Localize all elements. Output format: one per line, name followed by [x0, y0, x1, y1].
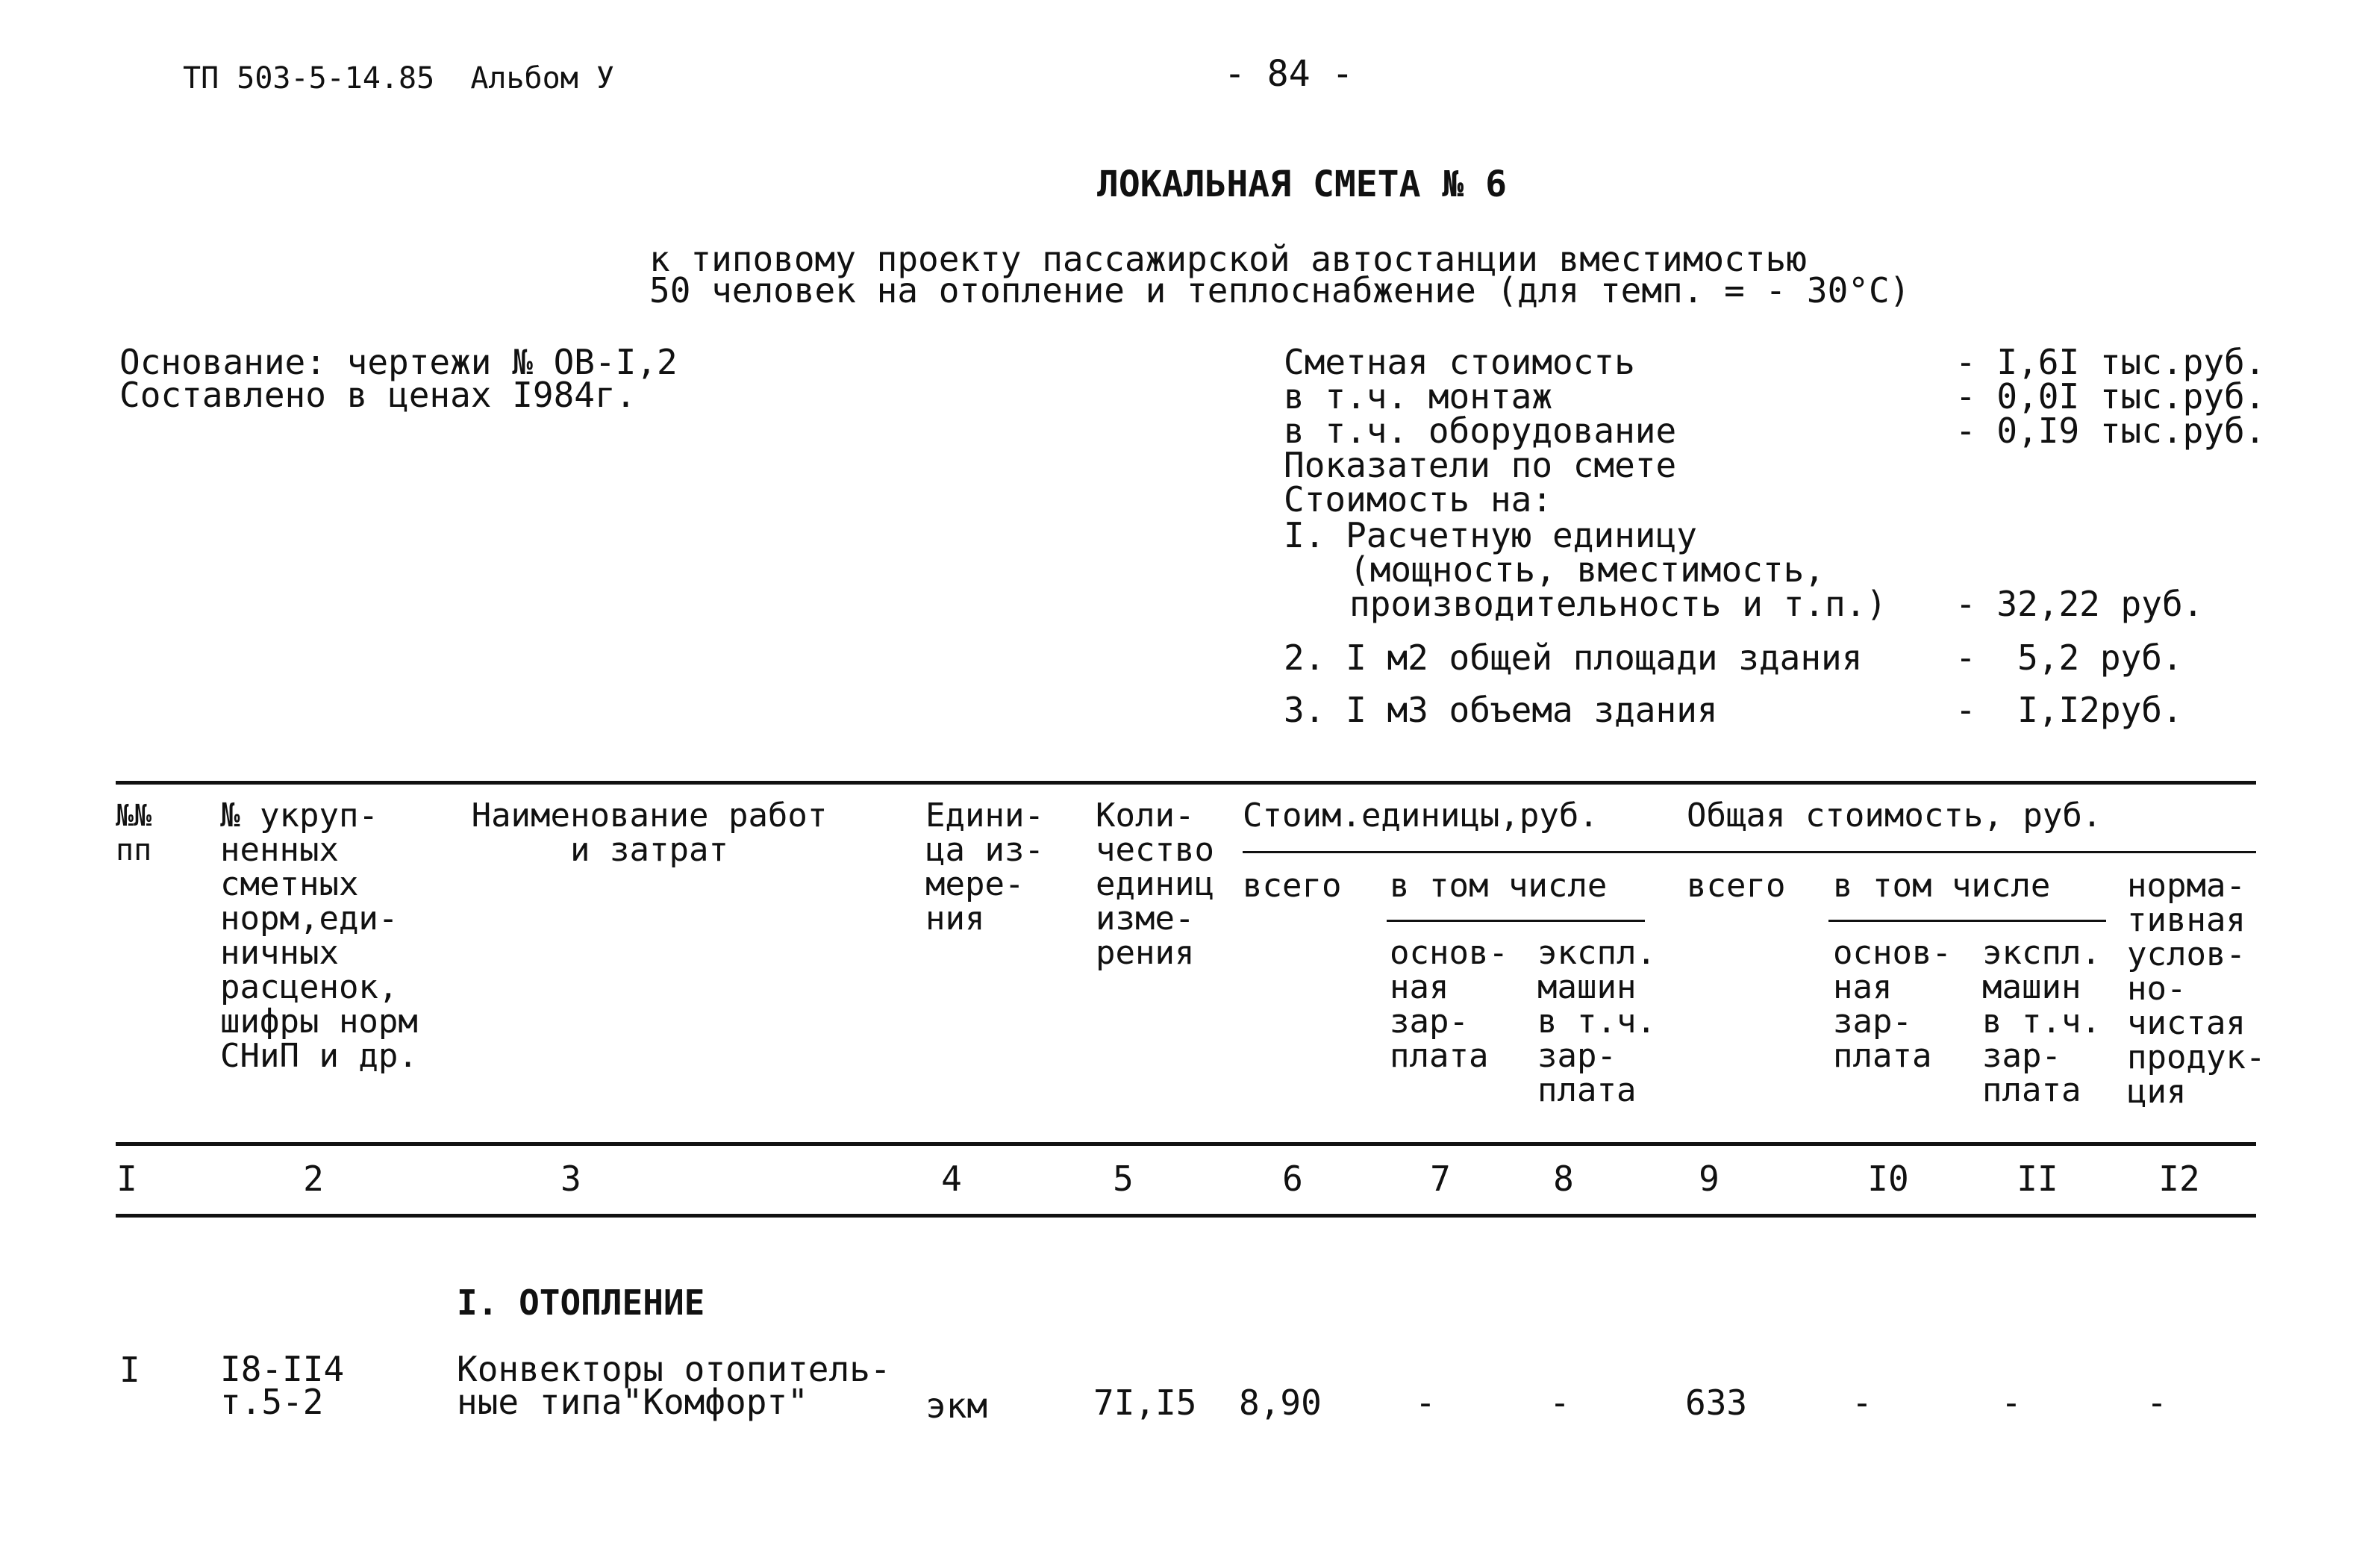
row-number: I [119, 1350, 140, 1390]
table-top-rule [116, 781, 2256, 785]
row-total-machines: - [2001, 1383, 2022, 1423]
summary-label-equipment: в т.ч. оборудование [1284, 411, 1677, 451]
header-row-number: №№ пп [116, 799, 152, 867]
header-unit-cost-group: Стоим.единицы,руб. [1243, 797, 1599, 835]
column-number-3: 3 [560, 1159, 581, 1199]
header-quantity: Коли- чество единиц изме- рения [1096, 797, 1214, 972]
header-unit-wage: основ- ная зар- плата [1390, 934, 1508, 1075]
indicator1-line1: I. Расчетную единицу [1284, 515, 1697, 555]
summary-value-equipment: - 0,I9 тыс.руб. [1955, 411, 2266, 451]
summary-label-mounting: в т.ч. монтаж [1284, 376, 1553, 417]
group-header-rule [1243, 851, 2256, 853]
indicator2-label: 2. I м2 общей площади здания [1284, 638, 1863, 678]
indicator1-value: - 32,22 руб. [1955, 584, 2204, 624]
section-title: I. ОТОПЛЕНИЕ [457, 1282, 705, 1323]
header-total-wage: основ- ная зар- плата [1833, 934, 1952, 1075]
summary-cost-per-heading: Стоимость на: [1284, 479, 1553, 520]
header-norm-code: № укруп- ненных сметных норм,еди- ничных расценок, шифры норм СНиП и др. [220, 797, 418, 1075]
summary-value-cost: - I,6I тыс.руб. [1955, 342, 2266, 382]
page-number: - 84 - [1224, 53, 1354, 95]
row-normative-product: - [2146, 1383, 2167, 1423]
column-number-5: 5 [1113, 1159, 1134, 1199]
header-unit-total: всего [1243, 867, 1342, 905]
document-title: ЛОКАЛЬНАЯ СМЕТА № 6 [1097, 163, 1508, 205]
row-unit-cost: 8,90 [1239, 1383, 1322, 1423]
column-number-9: 9 [1699, 1159, 1720, 1199]
header-unit-machines: экспл. машин в т.ч. зар- плата [1537, 934, 1656, 1109]
summary-label-cost: Сметная стоимость [1284, 342, 1635, 382]
row-work-name: Конвекторы отопитель- ные типа"Комфорт" [457, 1349, 891, 1422]
column-number-10: I0 [1867, 1159, 1909, 1199]
row-unit: экм [925, 1385, 988, 1426]
indicator1-line2: (мощность, вместимость, [1349, 549, 1825, 590]
row-unit-machines: - [1549, 1383, 1570, 1423]
column-number-2: 2 [303, 1159, 324, 1199]
header-total-machines: экспл. машин в т.ч. зар- плата [1982, 934, 2101, 1109]
summary-indicators-heading: Показатели по смете [1284, 445, 1677, 485]
row-total: 633 [1685, 1383, 1748, 1423]
indicator3-value: - I,I2руб. [1955, 690, 2183, 730]
header-work-name: Наименование работ и затрат [471, 797, 828, 869]
indicator2-value: - 5,2 руб. [1955, 638, 2183, 678]
column-number-1: I [116, 1159, 137, 1199]
column-number-8: 8 [1553, 1159, 1574, 1199]
row-quantity: 7I,I5 [1093, 1383, 1197, 1423]
unit-incl-rule [1387, 920, 1645, 922]
row-norm-code: I8-II4 т.5-2 [220, 1349, 345, 1422]
document-subtitle-line2: 50 человек на отопление и теплоснабжение (для темп. = - 30°С) [649, 270, 1911, 311]
summary-value-mounting: - 0,0I тыс.руб. [1955, 376, 2266, 417]
header-unit: Едини- ца из- мере- ния [925, 797, 1044, 938]
header-normative-product: норма- тивная услов- но- чистая продук- ция [2127, 867, 2266, 1111]
column-number-11: II [2017, 1159, 2058, 1199]
header-total-total: всего [1687, 867, 1786, 905]
column-number-7: 7 [1430, 1159, 1451, 1199]
row-unit-wage: - [1415, 1383, 1436, 1423]
basis-drawings: Основание: чертежи № ОВ-I,2 [119, 342, 678, 382]
column-number-6: 6 [1282, 1159, 1303, 1199]
header-bottom-rule [116, 1142, 2256, 1146]
row-total-wage: - [1852, 1383, 1873, 1423]
album-reference: ТП 503-5-14.85 Альбом У [183, 61, 614, 96]
indicator3-label: 3. I м3 объема здания [1284, 690, 1718, 730]
header-unit-incl: в том числе [1390, 867, 1608, 905]
column-number-4: 4 [941, 1159, 962, 1199]
column-number-12: I2 [2158, 1159, 2200, 1199]
header-total-cost-group: Общая стоимость, руб. [1687, 797, 2102, 835]
column-numbers-rule [116, 1214, 2256, 1218]
document-subtitle-line1: к типовому проекту пассажирской автостанции вместимостью [649, 239, 1807, 279]
total-incl-rule [1828, 920, 2106, 922]
indicator1-line3: производительность и т.п.) [1349, 584, 1887, 624]
header-total-incl: в том числе [1833, 867, 2051, 905]
basis-prices: Составлено в ценах I984г. [119, 375, 637, 415]
